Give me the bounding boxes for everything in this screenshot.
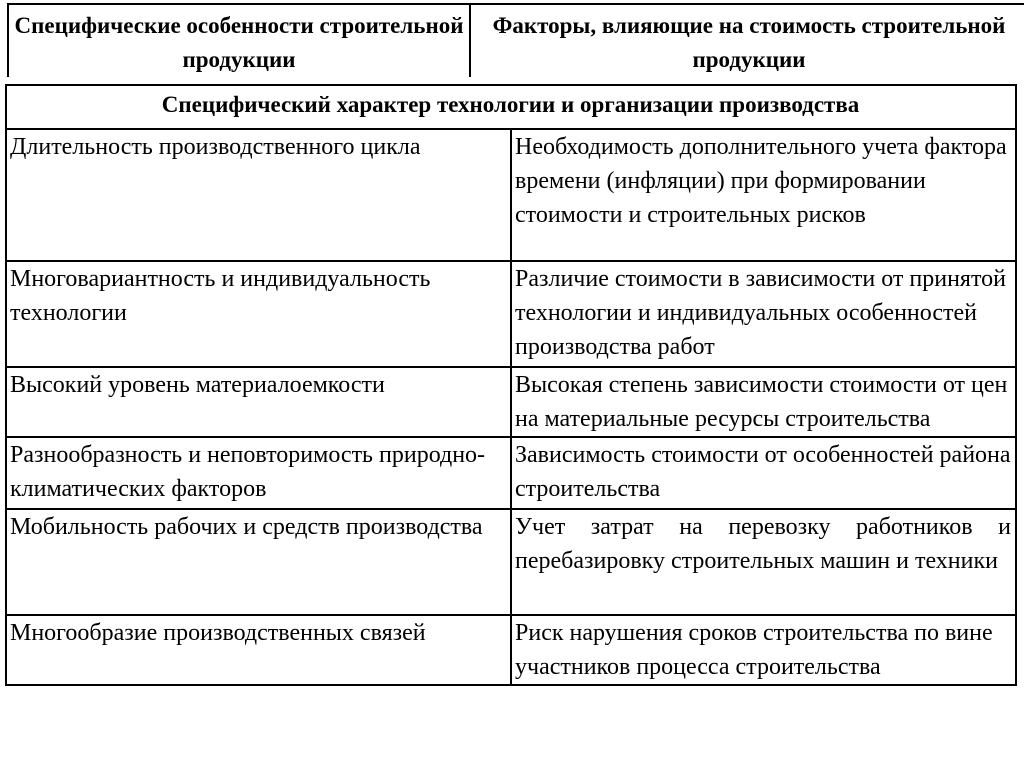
feature-cell: Мобильность рабочих и средств производства [6,509,511,615]
table-row [6,367,1016,437]
factor-cell: Различие стоимости в зависимости от принятой технологии и индивидуальных особенностей производства работ [511,261,1016,367]
factor-cell: Риск нарушения сроков строительства по вине участников процесса строительства [511,615,1016,685]
factor-cell: Высокая степень зависимости стоимости от цен на материальные ресурсы строительства [511,367,1016,437]
table-row [6,509,1016,615]
table-row [6,261,1016,367]
section-row [6,85,1016,129]
section-title: Специфический характер технологии и организации производства [6,85,1016,129]
header-row [8,4,1024,77]
table-row [6,437,1016,509]
factor-cell: Учет затрат на перевозку работников и перебазировку строительных машин и техники [511,509,1016,615]
feature-cell: Высокий уровень материалоемкости [6,367,511,437]
table-row [6,615,1016,685]
feature-cell: Длительность производственного цикла [6,129,511,261]
feature-cell: Многовариантность и индивидуальность технологии [6,261,511,367]
header-factors: Факторы, влияющие на стоимость строительной продукции [470,4,1024,77]
header-features: Специфические особенности строительной продукции [8,4,470,77]
table-row [6,129,1016,261]
factor-cell: Необходимость дополнительного учета фактора времени (инфляции) при формировании стоимости и строительных рисков [511,129,1016,261]
feature-cell: Многообразие производственных связей [6,615,511,685]
factor-cell: Зависимость стоимости от особенностей района строительства [511,437,1016,509]
header-table [7,3,1024,77]
features-table [5,84,1017,686]
feature-cell: Разнообразность и неповторимость природно-климатических факторов [6,437,511,509]
